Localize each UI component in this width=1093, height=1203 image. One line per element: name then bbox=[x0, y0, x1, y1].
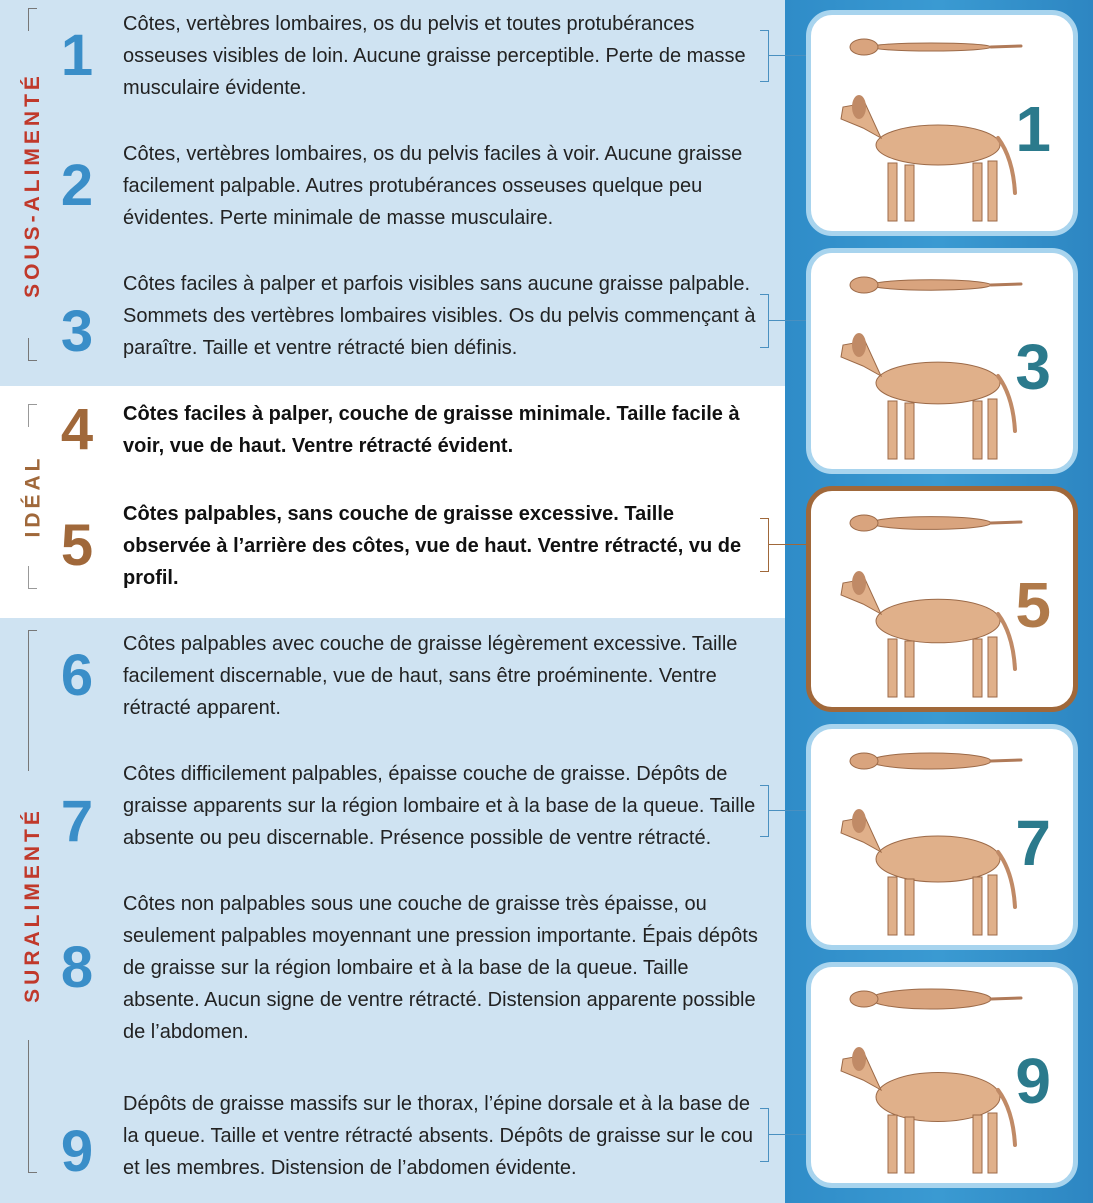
under-bracket-bottom bbox=[28, 338, 37, 361]
dog-top-view-icon bbox=[836, 265, 1026, 305]
score-number-3: 3 bbox=[60, 299, 94, 364]
score-description-9: Dépôts de graisse massifs sur le thorax, l’épine dorsale et à la base de la queue. Taille et ventre rétracté absents. Dépôts de graisse sur le cou et les membres. Distension de l’abdomen évidente. bbox=[123, 1093, 753, 1179]
score-description-4: Côtes faciles à palper, couche de graisse minimale. Taille facile à voir, vue de haut. Ventre rétracté évident. bbox=[123, 403, 740, 457]
dog-side-view-icon bbox=[833, 1035, 1023, 1185]
group-label-under: SOUS-ALIMENTÉ bbox=[21, 72, 44, 298]
connector-score-1 bbox=[768, 55, 808, 56]
dog-top-view-icon bbox=[836, 741, 1026, 781]
connector-score-5 bbox=[768, 544, 808, 545]
card-number-1: 1 bbox=[1015, 93, 1051, 165]
ideal-bracket-bottom bbox=[28, 566, 37, 589]
card-number-5: 5 bbox=[1015, 569, 1051, 641]
score-description-2: Côtes, vertèbres lombaires, os du pelvis faciles à voir. Aucune graisse facilement palpable. Autres protubérances osseuses quelque peu évidentes. Perte minimale de masse musculaire. bbox=[123, 143, 743, 229]
score-number-8: 8 bbox=[60, 935, 94, 1000]
card-number-7: 7 bbox=[1015, 807, 1051, 879]
bracket-score-1 bbox=[760, 30, 769, 82]
score-description-1: Côtes, vertèbres lombaires, os du pelvis et toutes protubérances osseuses visibles de loin. Aucune graisse perceptible. Perte de masse musculaire évidente. bbox=[123, 13, 746, 99]
score-number-4: 4 bbox=[60, 397, 94, 462]
bracket-score-7 bbox=[760, 785, 769, 837]
score-description-6: Côtes palpables avec couche de graisse légèrement excessive. Taille facilement discernable, vue de haut, sans être proéminente. Ventre rétracté apparent. bbox=[123, 633, 738, 719]
ideal-bracket-top bbox=[28, 404, 37, 427]
score-description-7: Côtes difficilement palpables, épaisse couche de graisse. Dépôts de graisse apparents sur la région lombaire et à la base de la queue. Taille absente ou peu discernable. Présence possible de ventre rétracté. bbox=[123, 763, 756, 849]
group-label-ideal: IDÉAL bbox=[21, 454, 44, 538]
under-bracket-top bbox=[28, 8, 37, 31]
bracket-score-3 bbox=[760, 294, 769, 348]
score-number-1: 1 bbox=[60, 23, 94, 88]
condition-card-9 bbox=[806, 962, 1078, 1188]
condition-card-5 bbox=[806, 486, 1078, 712]
condition-card-1 bbox=[806, 10, 1078, 236]
score-description-8: Côtes non palpables sous une couche de graisse très épaisse, ou seulement palpables moyennant une pression importante. Épais dépôts de graisse sur la région lombaire et à la base de la queue. Taille absente. Aucun signe de ventre rétracté. Distension apparente possible de l’abdomen. bbox=[123, 893, 758, 1043]
dog-side-view-icon bbox=[833, 559, 1023, 709]
connector-score-9 bbox=[768, 1134, 808, 1135]
card-number-3: 3 bbox=[1015, 331, 1051, 403]
score-number-9: 9 bbox=[60, 1119, 94, 1184]
over-bracket-top bbox=[28, 630, 37, 771]
dog-top-view-icon bbox=[836, 979, 1026, 1019]
bracket-score-9 bbox=[760, 1108, 769, 1162]
dog-top-view-icon bbox=[836, 27, 1026, 67]
score-number-7: 7 bbox=[60, 789, 94, 854]
condition-card-3 bbox=[806, 248, 1078, 474]
bracket-score-5 bbox=[760, 518, 769, 572]
dog-top-view-icon bbox=[836, 503, 1026, 543]
score-number-2: 2 bbox=[60, 153, 94, 218]
dog-side-view-icon bbox=[833, 83, 1023, 233]
score-number-6: 6 bbox=[60, 643, 94, 708]
connector-score-7 bbox=[768, 810, 808, 811]
connector-score-3 bbox=[768, 320, 808, 321]
score-description-5: Côtes palpables, sans couche de graisse excessive. Taille observée à l’arrière des côtes, vue de haut. Ventre rétracté, vu de profil. bbox=[123, 503, 742, 589]
condition-card-7 bbox=[806, 724, 1078, 950]
dog-side-view-icon bbox=[833, 797, 1023, 947]
card-number-9: 9 bbox=[1015, 1045, 1051, 1117]
group-label-over: SURALIMENTÉ bbox=[21, 807, 45, 1003]
score-number-5: 5 bbox=[60, 513, 94, 578]
over-bracket-bottom bbox=[28, 1040, 37, 1173]
score-description-3: Côtes faciles à palper et parfois visibles sans aucune graisse palpable. Sommets des vertèbres lombaires visibles. Os du pelvis commençant à paraître. Taille et ventre rétracté bien définis. bbox=[123, 273, 756, 359]
dog-side-view-icon bbox=[833, 321, 1023, 471]
